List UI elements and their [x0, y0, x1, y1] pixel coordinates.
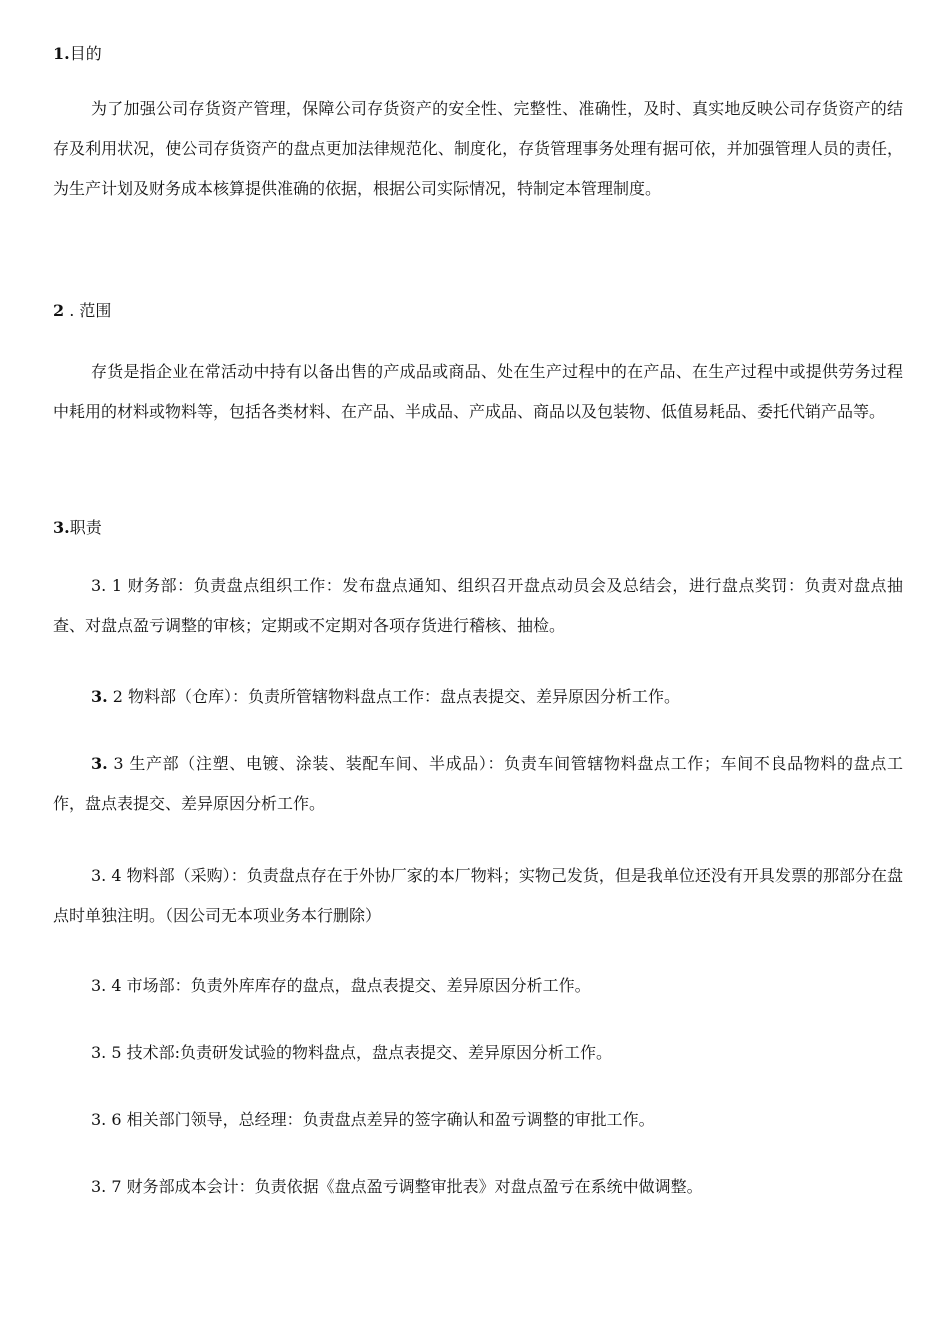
duty-item-text: 财务部成本会计：负责依据《盘点盈亏调整审批表》对盘点盈亏在系统中做调整。 — [126, 1177, 703, 1196]
duty-item-number: 3. 6 — [91, 1110, 127, 1129]
duty-item-number: 3. 5 — [91, 1043, 127, 1062]
duty-item-text: 物料部（采购）：负责盘点存在于外协厂家的本厂物料；实物己发货，但是我单位还没有开具发票的那部分在盘点时单独注明。（因公司无本项业务本行删除） — [53, 866, 903, 925]
section-title: . 范围 — [64, 301, 112, 320]
scope-paragraph: 存货是指企业在常活动中持有以备出售的产成品或商品、处在生产过程中的在产品、在生产过程中或提供劳务过程中耗用的材料或物料等，包括各类材料、在产品、半成品、产成品、商品以及包装物、低值易耗品、委托代销产品等。 — [53, 362, 903, 421]
section-number: 3. — [53, 518, 70, 537]
duty-item-text: 财务部：负责盘点组织工作：发布盘点通知、组织召开盘点动员会及总结会，进行盘点奖罚：负责对盘点抽查、对盘点盈亏调整的审核；定期或不定期对各项存货进行稽核、抽检。 — [53, 576, 903, 635]
duty-item-number: 3. 7 — [91, 1177, 127, 1196]
section-title: 目的 — [69, 44, 102, 63]
section-heading-scope — [53, 300, 903, 322]
duty-item-number: 3. — [91, 754, 108, 773]
section-heading-purpose — [53, 43, 903, 65]
section-title: 职责 — [69, 518, 102, 537]
section-heading-duties — [53, 517, 903, 539]
duty-item-text: 技术部:负责研发试验的物料盘点，盘点表提交、差异原因分析工作。 — [126, 1043, 613, 1062]
duty-item-text: 相关部门领导，总经理：负责盘点差异的签字确认和盈亏调整的审批工作。 — [126, 1110, 655, 1129]
duty-item-production — [53, 744, 903, 824]
duty-item-number: 3. — [91, 687, 108, 706]
duty-item-number: 3. 1 — [91, 576, 128, 595]
purpose-paragraph: 为了加强公司存货资产管理，保障公司存货资产的安全性、完整性、准确性，及时、真实地反映公司存货资产的结存及利用状况，使公司存货资产的盘点更加法律规范化、制度化，存货管理事务处理有据可依，并加强管理人员的责任，为生产计划及财务成本核算提供准确的依据，根据公司实际情况，特制定本管理制度。 — [53, 99, 903, 198]
duty-item-text: 3 生产部（注塑、电镀、涂装、装配车间、半成品）：负责车间管辖物料盘点工作；车间不良品物料的盘点工作，盘点表提交、差异原因分析工作。 — [53, 754, 903, 813]
duty-item-management — [53, 1100, 903, 1140]
section-number: 2 — [53, 301, 65, 320]
duty-item-marketing — [53, 966, 903, 1006]
duty-item-technology — [53, 1033, 903, 1073]
duty-item-number: 3. 4 — [91, 866, 127, 885]
duty-item-finance — [53, 566, 903, 646]
duty-item-number: 3. 4 — [91, 976, 127, 995]
duty-item-text: 市场部：负责外库库存的盘点，盘点表提交、差异原因分析工作。 — [126, 976, 591, 995]
section-number: 1. — [53, 44, 70, 63]
duty-item-warehouse — [53, 677, 903, 717]
duty-item-cost-accounting — [53, 1167, 903, 1207]
duty-item-purchasing — [53, 856, 903, 936]
duty-item-text: 2 物料部（仓库）：负责所管辖物料盘点工作：盘点表提交、差异原因分析工作。 — [107, 687, 681, 706]
